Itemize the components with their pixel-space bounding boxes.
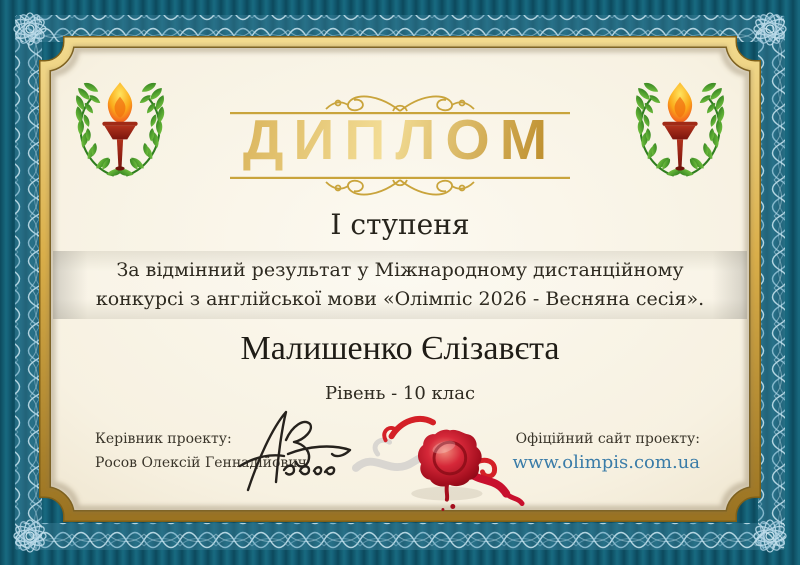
official-site-block bbox=[513, 431, 701, 473]
description-band bbox=[53, 251, 747, 319]
flourish-ornament-bottom-icon bbox=[230, 172, 570, 202]
red-wax-seal-icon bbox=[348, 406, 526, 516]
degree-text: І ступеня bbox=[330, 208, 470, 241]
official-site-label: Офіційний сайт проекту: bbox=[515, 431, 700, 447]
description-line-2: конкурсі з англійської мови «Олімпіс 2026 - Весняна сесія». bbox=[95, 288, 705, 310]
description-line-1: За відмінний результат у Міжнародному дистанційному bbox=[116, 259, 684, 281]
certificate-title: ДИПЛОМ bbox=[45, 108, 755, 172]
recipient-name: Малишенко Єлізавєта bbox=[240, 330, 560, 367]
certificate-body bbox=[45, 42, 755, 516]
level-text: Рівень - 10 клас bbox=[324, 383, 476, 404]
project-manager-label: Керівник проекту: bbox=[95, 431, 232, 447]
official-site-link[interactable]: www.olimpis.com.ua bbox=[512, 452, 700, 473]
project-manager-name: Росов Олексій Геннадійович bbox=[95, 455, 307, 471]
handwritten-signature-icon bbox=[228, 404, 358, 499]
